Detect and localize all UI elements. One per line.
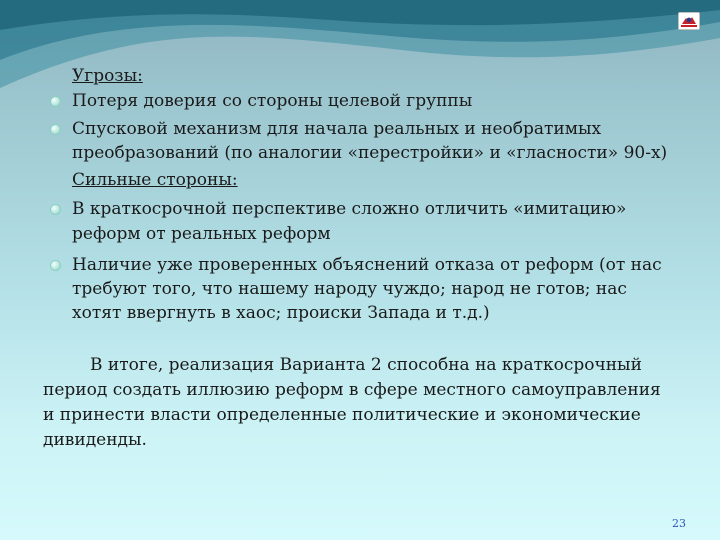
conclusion-line-4: дивиденды. (43, 430, 147, 450)
conclusion-line-2: период создать иллюзию реформ в сфере местного самоуправления (43, 380, 661, 400)
logo-icon (678, 12, 700, 30)
bullet-marker (51, 205, 60, 214)
threat-bullet-1-line-1: Потеря доверия со стороны целевой группы (72, 91, 473, 111)
strength-bullet-2-line-2: требуют того, что нашему народу чуждо; народ не готов; нас (72, 279, 627, 299)
conclusion-line-1: В итоге, реализация Варианта 2 способна на краткосрочный (90, 355, 642, 375)
threat-bullet-2-line-1: Спусковой механизм для начала реальных и необратимых (72, 119, 602, 139)
conclusion-line-3: и принести власти определенные политические и экономические (43, 405, 641, 425)
bullet-marker (51, 97, 60, 106)
strength-bullet-1-line-1: В краткосрочной перспективе сложно отличить «имитацию» (72, 199, 627, 219)
strength-bullet-2-line-1: Наличие уже проверенных объяснений отказа от реформ (от нас (72, 255, 662, 275)
page-number: 23 (672, 517, 686, 530)
strength-bullet-2-line-3: хотят ввергнуть в хаос; происки Запада и т.д.) (72, 303, 490, 323)
bullet-marker (51, 125, 60, 134)
threats-heading: Угрозы: (72, 66, 143, 86)
strength-bullet-1-line-2: реформ от реальных реформ (72, 224, 331, 244)
strengths-heading: Сильные стороны: (72, 170, 238, 190)
threat-bullet-2-line-2: преобразований (по аналогии «перестройки» и «гласности» 90-х) (72, 143, 668, 163)
bullet-marker (51, 261, 60, 270)
